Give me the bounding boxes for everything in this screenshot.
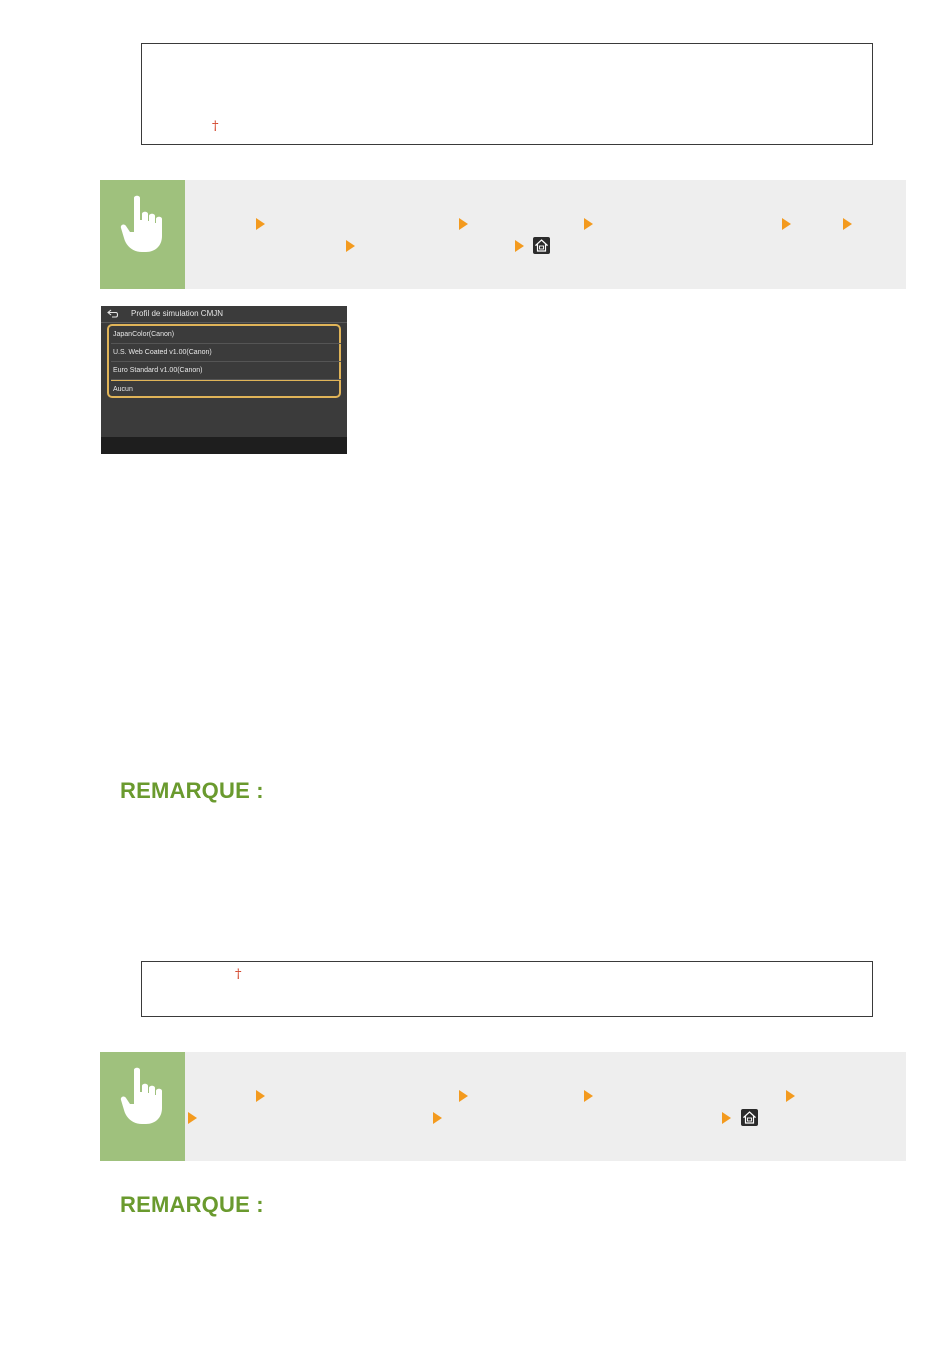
screen-footer (101, 437, 347, 454)
next-step-arrow-icon (843, 218, 852, 230)
operation-panel (100, 180, 906, 289)
home-icon (533, 237, 550, 254)
next-step-arrow-icon (786, 1090, 795, 1102)
pointing-finger-icon (100, 180, 185, 289)
next-step-arrow-icon (256, 1090, 265, 1102)
list-item[interactable]: Euro Standard v1.00(Canon) (111, 362, 341, 380)
home-icon (741, 1109, 758, 1126)
next-step-arrow-icon (459, 218, 468, 230)
next-step-arrow-icon (346, 240, 355, 252)
screen-header (101, 306, 347, 323)
option-list (107, 324, 341, 398)
setting-box (141, 961, 873, 1017)
next-step-arrow-icon (256, 218, 265, 230)
footnote-dagger: † (212, 119, 219, 134)
setting-box (141, 43, 873, 145)
pointing-finger-icon (100, 1052, 185, 1161)
next-step-arrow-icon (459, 1090, 468, 1102)
next-step-arrow-icon (584, 218, 593, 230)
note-title: REMARQUE : (120, 1192, 264, 1217)
next-step-arrow-icon (188, 1112, 197, 1124)
footnote-dagger: † (235, 967, 242, 982)
next-step-arrow-icon (584, 1090, 593, 1102)
list-item[interactable]: U.S. Web Coated v1.00(Canon) (111, 344, 341, 362)
back-arrow-icon[interactable] (107, 309, 119, 318)
list-item-selected[interactable]: Aucun (111, 380, 341, 398)
list-item[interactable]: JapanColor(Canon) (111, 326, 341, 344)
note-title: REMARQUE : (120, 778, 264, 803)
device-screen (101, 306, 347, 454)
screen-title: Profil de simulation CMJN (131, 309, 224, 318)
next-step-arrow-icon (433, 1112, 442, 1124)
next-step-arrow-icon (782, 218, 791, 230)
next-step-arrow-icon (515, 240, 524, 252)
next-step-arrow-icon (722, 1112, 731, 1124)
operation-panel (100, 1052, 906, 1161)
